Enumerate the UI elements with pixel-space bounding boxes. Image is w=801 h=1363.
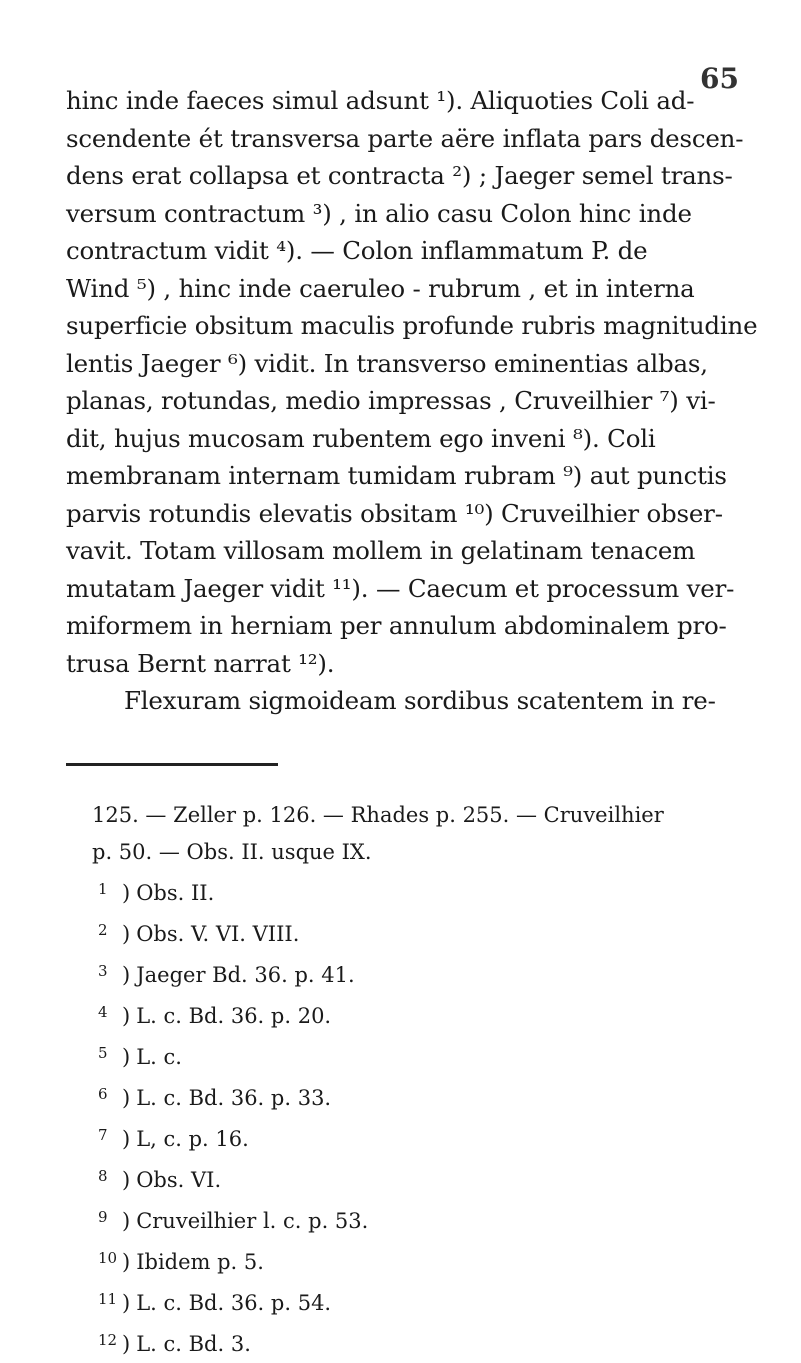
footnote-paren: ) — [122, 1004, 131, 1028]
footnote-item — [92, 1117, 772, 1158]
footnote-number: 5 — [98, 1044, 108, 1062]
footnote-text: L. c. Bd. 36. p. 20. — [136, 1004, 332, 1028]
text-line: vavit. Totam villosam mollem in gelatinam tenacem — [66, 536, 696, 565]
footnote-separator — [66, 763, 278, 766]
footnote-item — [92, 1158, 772, 1199]
paragraph-start-line: Flexuram sigmoideam sordibus scatentem in re- — [124, 686, 716, 715]
footnote-number: 10 — [98, 1249, 118, 1267]
text-line: hinc inde faeces simul adsunt ¹). Aliquoties Coli ad- — [66, 86, 695, 115]
footnote-number: 8 — [98, 1167, 108, 1185]
footnote-item — [92, 1035, 772, 1076]
footnote-item — [92, 1322, 772, 1363]
main-text — [66, 82, 756, 720]
text-line: mutatam Jaeger vidit ¹¹). — Caecum et processum ver- — [66, 573, 735, 603]
text-line: membranam internam tumidam rubram ⁹) aut punctis — [66, 461, 727, 490]
footnote-number: 1 — [98, 880, 108, 898]
text-line: contractum vidit ⁴). — Colon inflammatum P. de — [66, 236, 648, 265]
footnote-text: Obs. II. — [136, 881, 215, 905]
text-line: trusa Bernt narrat ¹²). — [66, 648, 335, 678]
footnote-text: Ibidem p. 5. — [136, 1250, 264, 1274]
footnote-text: Cruveilhier l. c. p. 53. — [136, 1209, 369, 1233]
footnote-number: 4 — [98, 1003, 108, 1021]
text-line: lentis Jaeger ⁶) vidit. In transverso eminentias albas, — [66, 348, 708, 378]
footnote-number: 2 — [98, 921, 108, 939]
footnote-text: Jaeger Bd. 36. p. 41. — [136, 963, 355, 987]
footnote-text: L, c. p. 16. — [136, 1127, 249, 1151]
footnote-text: Obs. VI. — [136, 1168, 222, 1192]
footnote-text: L. c. — [136, 1045, 182, 1069]
footnote-text: Obs. V. VI. VIII. — [136, 922, 300, 946]
text-line: dens erat collapsa et contracta ²) ; Jaeger semel trans- — [66, 161, 733, 190]
footnote-number: 3 — [98, 962, 108, 980]
footnote-item — [92, 953, 772, 994]
footnote-paren: ) — [122, 1045, 131, 1069]
footnote-paren: ) — [122, 1250, 131, 1274]
text-line: planas, rotundas, medio impressas , Cruveilhier ⁷) vi- — [66, 386, 716, 415]
footnote-paren: ) — [122, 1127, 131, 1151]
page-number: 65 — [700, 62, 739, 95]
footnote-item — [92, 1076, 772, 1117]
footnote-item — [92, 1281, 772, 1322]
footnote-continuation: p. 50. — Obs. II. usque IX. — [92, 840, 372, 864]
footnote-continuation: 125. — Zeller p. 126. — Rhades p. 255. — Cruveilhier — [92, 803, 664, 827]
footnote-item — [92, 994, 772, 1035]
footnote-paren: ) — [122, 922, 131, 946]
text-line: dit, hujus mucosam rubentem ego inveni ⁸). Coli — [66, 423, 656, 453]
footnote-number: 12 — [98, 1331, 118, 1349]
footnote-number: 9 — [98, 1208, 108, 1226]
footnote-paren: ) — [122, 963, 131, 987]
footnote-text: L. c. Bd. 36. p. 54. — [136, 1291, 332, 1315]
footnote-paren: ) — [122, 1291, 131, 1315]
footnote-paren: ) — [122, 1209, 131, 1233]
footnotes — [92, 797, 772, 1363]
footnote-item — [92, 1199, 772, 1240]
text-line: versum contractum ³) , in alio casu Colon hinc inde — [66, 198, 692, 228]
footnote-number: 6 — [98, 1085, 108, 1103]
footnote-paren: ) — [122, 881, 131, 905]
footnote-paren: ) — [122, 1168, 131, 1192]
footnote-paren: ) — [122, 1332, 131, 1356]
text-line: parvis rotundis elevatis obsitam ¹⁰) Cruveilhier obser- — [66, 498, 723, 528]
text-line: miformem in herniam per annulum abdominalem pro- — [66, 611, 727, 640]
footnote-item — [92, 871, 772, 912]
footnote-number: 7 — [98, 1126, 108, 1144]
footnote-item — [92, 1240, 772, 1281]
footnote-text: L. c. Bd. 36. p. 33. — [136, 1086, 332, 1110]
footnote-text: L. c. Bd. 3. — [136, 1332, 251, 1356]
footnote-list — [92, 871, 772, 1363]
footnote-item — [92, 912, 772, 953]
footnote-number: 11 — [98, 1290, 118, 1308]
text-line: superficie obsitum maculis profunde rubris magnitudine — [66, 311, 758, 340]
footnote-paren: ) — [122, 1086, 131, 1110]
text-line: Wind ⁵) , hinc inde caeruleo - rubrum , et in interna — [66, 273, 695, 303]
text-line: scendente ét transversa parte aëre inflata pars descen- — [66, 123, 744, 153]
